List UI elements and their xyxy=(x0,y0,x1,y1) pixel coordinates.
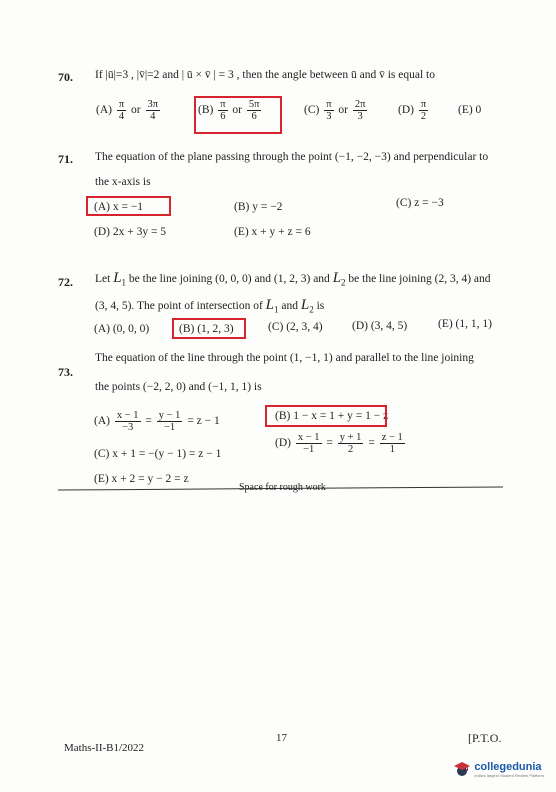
paper-code: Maths-II-B1/2022 xyxy=(64,742,145,754)
numerator: 5π xyxy=(248,99,260,110)
graduate-cap-icon xyxy=(453,760,471,778)
denominator: 2 xyxy=(347,444,354,456)
q72-l1-sub: 1 xyxy=(274,304,279,315)
q73-option-a[interactable] xyxy=(94,410,220,433)
q72-line1-end: be the line joining (2, 3, 4) and xyxy=(348,273,491,285)
q73-stem-line2: the points (−2, 2, 0) and (−1, 1, 1) is xyxy=(95,381,262,393)
q70-number: 70. xyxy=(58,70,73,84)
q72-option-c[interactable]: (C) (2, 3, 4) xyxy=(268,321,323,333)
answer-highlight-box xyxy=(265,405,387,427)
q72-stem-line2 xyxy=(95,297,324,314)
numerator: π xyxy=(326,99,332,110)
numerator: z − 1 xyxy=(381,432,403,443)
q72-let: Let xyxy=(95,273,111,285)
q72-line1-mid: be the line joining (0, 0, 0) and (1, 2, 3) and xyxy=(128,273,330,285)
q72-is: is xyxy=(316,300,325,312)
denominator: 4 xyxy=(118,111,125,123)
numerator: π xyxy=(220,99,226,110)
q73-option-e[interactable]: (E) x + 2 = y − 2 = z xyxy=(94,473,189,485)
q73-option-a-tail: = z − 1 xyxy=(187,415,220,428)
q70-stem-cross: and | ū × v̄ | = 3 , then the angle between xyxy=(162,69,349,81)
q73-stem-line1: The equation of the line through the point (1, −1, 1) and parallel to the line joining xyxy=(95,352,474,364)
collegedunia-logo xyxy=(453,760,544,778)
q70-stem-u: ū xyxy=(350,69,357,81)
equals-sign: = xyxy=(326,437,333,450)
q70-stem-v: v̄ xyxy=(379,69,385,81)
equals-sign: = xyxy=(145,415,152,428)
q73-option-d[interactable] xyxy=(275,432,407,455)
q72-l2: L xyxy=(300,297,310,313)
denominator: 2 xyxy=(420,111,427,123)
q72-l2-sub: 2 xyxy=(309,304,314,315)
numerator: x − 1 xyxy=(297,432,320,443)
rough-work-label: Space for rough work xyxy=(239,482,326,493)
logo-text-group xyxy=(474,761,544,778)
q72-l1: L xyxy=(113,270,122,286)
q71-option-b[interactable]: (B) y = −2 xyxy=(234,201,283,213)
q71-option-e[interactable]: (E) x + y + z = 6 xyxy=(234,226,311,238)
denominator: 6 xyxy=(220,111,226,123)
fraction xyxy=(419,99,428,122)
q73-option-d-label: (D) xyxy=(275,437,291,450)
q70-stem xyxy=(95,69,435,81)
q72-l2-sub: 2 xyxy=(341,277,346,288)
q73-option-b[interactable]: (B) 1 − x = 1 + y = 1 − z xyxy=(275,410,389,422)
logo-tagline: India's largest Student Review Platform xyxy=(474,772,544,778)
q72-option-d[interactable]: (D) (3, 4, 5) xyxy=(352,320,408,332)
q71-option-d[interactable]: (D) 2x + 3y = 5 xyxy=(94,226,167,238)
denominator: 3 xyxy=(357,111,363,123)
q72-number: 72. xyxy=(58,275,73,289)
q71-option-c[interactable]: (C) z = −3 xyxy=(396,197,444,209)
q72-l1-sub: 1 xyxy=(121,277,127,288)
numerator: 3π xyxy=(147,99,159,110)
q70-option-d[interactable] xyxy=(398,99,430,122)
answer-highlight-box xyxy=(194,96,282,134)
fraction xyxy=(115,410,141,433)
q72-option-e[interactable]: (E) (1, 1, 1) xyxy=(438,318,492,330)
q73-option-a-label: (A) xyxy=(94,415,110,428)
q71-number: 71. xyxy=(58,152,73,166)
fraction xyxy=(117,99,126,122)
q71-stem-line2: the x-axis is xyxy=(95,176,151,188)
numerator: π xyxy=(420,99,427,110)
fraction xyxy=(157,410,183,433)
numerator: π xyxy=(118,99,125,110)
q70-option-e[interactable]: (E) 0 xyxy=(458,104,482,116)
q70-option-d-label: (D) xyxy=(398,104,414,117)
q72-stem-line1 xyxy=(95,270,491,287)
answer-highlight-box xyxy=(172,318,246,339)
q70-option-b-label: (B) xyxy=(198,104,214,117)
denominator: −3 xyxy=(122,422,134,434)
fraction xyxy=(338,432,364,455)
q70-stem-if: If xyxy=(95,69,103,81)
denominator: −1 xyxy=(164,422,176,434)
page-number: 17 xyxy=(276,732,287,744)
or-word: or xyxy=(232,104,242,117)
denominator: 4 xyxy=(150,111,156,123)
q73-option-c[interactable]: (C) x + 1 = −(y − 1) = z − 1 xyxy=(94,448,222,460)
denominator: 3 xyxy=(326,111,332,123)
or-word: or xyxy=(338,104,348,117)
q70-option-a[interactable] xyxy=(96,99,162,122)
numerator: 2π xyxy=(354,99,366,110)
q70-option-a-label: (A) xyxy=(96,104,112,117)
logo-name: collegedunia xyxy=(474,760,542,773)
q70-option-c-label: (C) xyxy=(304,104,320,117)
q72-l2: L xyxy=(332,270,342,286)
q70-stem-and: and xyxy=(359,69,377,81)
q72-line2-start: (3, 4, 5). The point of intersection of xyxy=(95,300,263,312)
numerator: x − 1 xyxy=(116,410,139,421)
fraction xyxy=(146,99,161,122)
q72-l1: L xyxy=(265,297,274,313)
denominator: −1 xyxy=(303,444,315,456)
q73-number: 73. xyxy=(58,365,73,379)
q71-stem-line1: The equation of the plane passing through the point (−1, −2, −3) and perpendicular to xyxy=(95,151,489,163)
numerator: y + 1 xyxy=(339,432,362,443)
denominator: 1 xyxy=(389,444,395,456)
q72-option-b[interactable]: (B) (1, 2, 3) xyxy=(179,323,234,335)
answer-highlight-box xyxy=(86,196,171,216)
fraction xyxy=(324,99,333,122)
q70-stem-magnitudes: |ū|=3 , |v̄|=2 xyxy=(105,69,160,81)
denominator: 6 xyxy=(251,111,257,123)
equals-sign: = xyxy=(368,437,375,450)
q70-option-c[interactable] xyxy=(304,99,369,122)
q70-stem-end: is equal to xyxy=(387,69,435,81)
or-word: or xyxy=(131,104,141,117)
numerator: y − 1 xyxy=(158,410,181,421)
q72-and: and xyxy=(281,300,298,312)
fraction xyxy=(296,432,322,455)
please-turn-over: [P.T.O. xyxy=(468,731,502,745)
fraction xyxy=(353,99,368,122)
q71-option-a[interactable]: (A) x = −1 xyxy=(94,201,144,213)
fraction xyxy=(380,432,405,455)
q72-option-a[interactable]: (A) (0, 0, 0) xyxy=(94,323,150,335)
